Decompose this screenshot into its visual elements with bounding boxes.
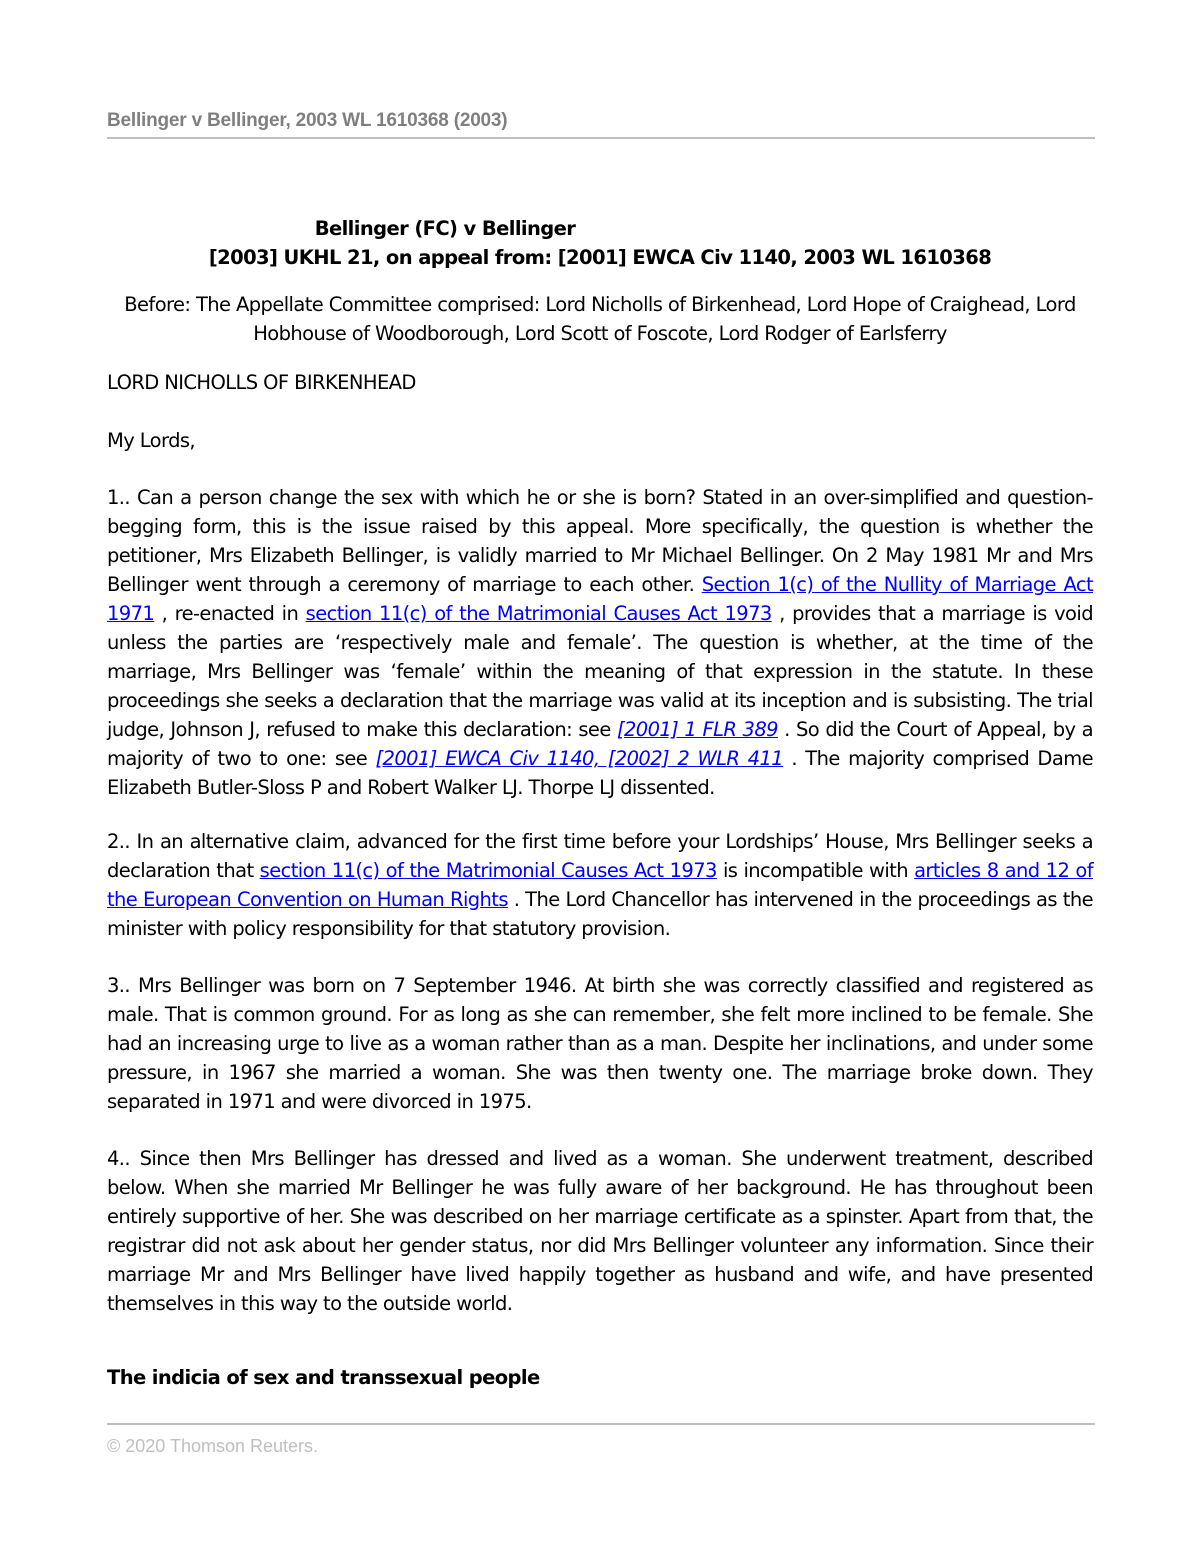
judge-name: LORD NICHOLLS OF BIRKENHEAD	[107, 371, 416, 394]
citation-link-echr-articles-8-12[interactable]: articles 8 and 12 of the European Convention on Human Rights	[107, 859, 1093, 911]
document-header-title: Bellinger v Bellinger, 2003 WL 1610368 (2003)	[107, 110, 508, 131]
paragraph-text: is incompatible with	[716, 859, 915, 882]
salutation: My Lords,	[107, 429, 196, 452]
footer-divider	[107, 1423, 1095, 1425]
paragraph-text: . The majority comprised Dame Elizabeth Butler-Sloss P and Robert Walker LJ. Thorpe LJ dissented.	[107, 747, 1093, 799]
citation-link-matrimonial-causes-act-1973[interactable]: section 11(c) of the Matrimonial Causes Act 1973	[259, 859, 717, 882]
paragraph-text: . So did the Court of Appeal, by a majority of two to one: see	[107, 718, 1094, 770]
citation-link-2001-ewca-civ-1140[interactable]: [2001] EWCA Civ 1140, [2002] 2 WLR 411	[375, 747, 784, 770]
bench-composition: Before: The Appellate Committee comprised: Lord Nicholls of Birkenhead, Lord Hope of Craighead, Lord Hobhouse of Woodborough, Lord Scott of Foscote, Lord Rodger of Earlsferry	[124, 293, 1076, 345]
case-name: Bellinger (FC) v Bellinger	[314, 217, 576, 240]
paragraph-text: , provides that a marriage is void unless the parties are ‘respectively male and female’. The question is whether, at the time of the marriage, Mrs Bellinger was ‘female’ within the meaning of that expression in the statute. In these proceedings she seeks a declaration that the marriage was valid at its inception and is subsisting. The trial judge, Johnson J, refused to make this declaration: see	[107, 602, 1093, 741]
paragraph-2	[107, 827, 1093, 943]
copyright-footer: © 2020 Thomson Reuters.	[107, 1436, 319, 1456]
paragraph-text: , re-enacted in	[154, 602, 306, 625]
paragraph-text: 2.. In an alternative claim, advanced for the first time before your Lordships’ House, Mrs Bellinger seeks a declaration that	[107, 830, 1093, 882]
header-divider	[107, 137, 1095, 139]
paragraph-4: 4.. Since then Mrs Bellinger has dressed and lived as a woman. She underwent treatment, described below. When she married Mr Bellinger he was fully aware of her background. He has throughout been entirely supportive of her. She was described on her marriage certificate as a spinster. Apart from that, the registrar did not ask about her gender status, nor did Mrs Bellinger volunteer any information. Since their marriage Mr and Mrs Bellinger have lived happily together as husband and wife, and have presented themselves in this way to the outside world.	[107, 1147, 1093, 1315]
paragraph-text: . The Lord Chancellor has intervened in the proceedings as the minister with policy responsibility for that statutory provision.	[107, 888, 1093, 940]
paragraph-3: 3.. Mrs Bellinger was born on 7 September 1946. At birth she was correctly classified and registered as male. That is common ground. For as long as she can remember, she felt more inclined to be female. She had an increasing urge to live as a woman rather than as a man. Despite her inclinations, and under some pressure, in 1967 she married a woman. She was then twenty one. The marriage broke down. They separated in 1971 and were divorced in 1975.	[107, 974, 1093, 1113]
citation-link-2001-flr-389[interactable]: [2001] 1 FLR 389	[616, 718, 778, 741]
case-citation: [2003] UKHL 21, on appeal from: [2001] EWCA Civ 1140, 2003 WL 1610368	[208, 246, 992, 269]
citation-link-matrimonial-causes-act-1973[interactable]: section 11(c) of the Matrimonial Causes Act 1973	[305, 602, 772, 625]
paragraph-text: 1.. Can a person change the sex with which he or she is born? Stated in an over-simplified and question-begging form, this is the issue raised by this appeal. More specifically, the question is whether the petitioner, Mrs Elizabeth Bellinger, is validly married to Mr Michael Bellinger. On 2 May 1981 Mr and Mrs Bellinger went through a ceremony of marriage to each other.	[107, 486, 1093, 596]
section-heading: The indicia of sex and transsexual people	[107, 1366, 540, 1389]
paragraph-1	[107, 483, 1093, 802]
case-caption	[107, 214, 1093, 272]
citation-link-nullity-act-1971[interactable]: Section 1(c) of the Nullity of Marriage Act 1971	[107, 573, 1094, 625]
